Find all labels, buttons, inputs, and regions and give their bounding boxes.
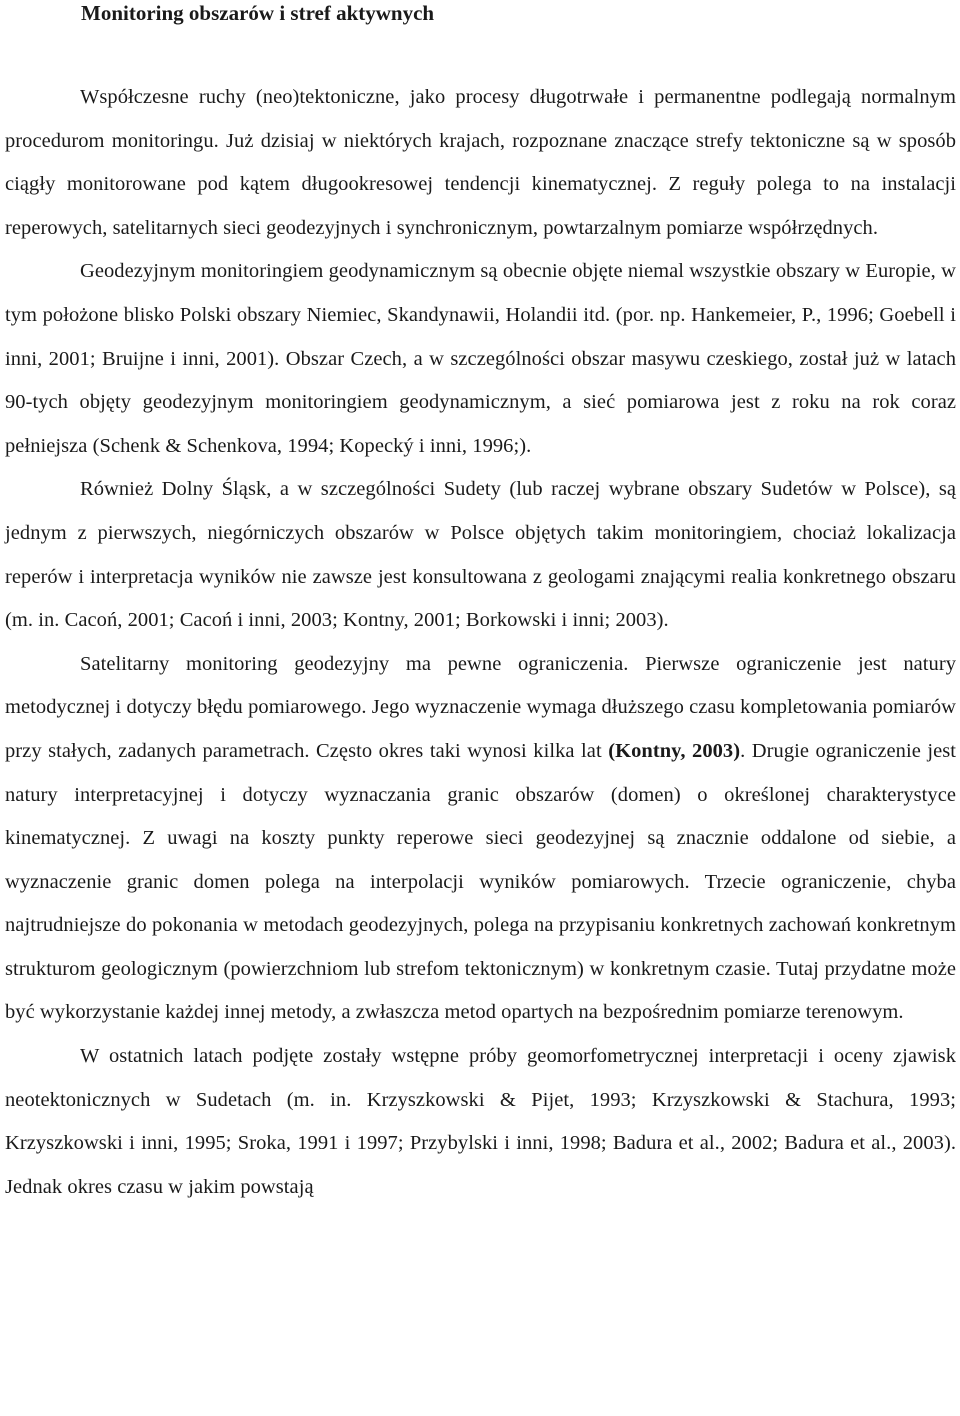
paragraph-4-bold-citation: (Kontny, 2003): [608, 739, 741, 762]
paragraph-1: Współczesne ruchy (neo)tektoniczne, jako procesy długotrwałe i permanentne podlegają normalnym procedurom monitoringu. Już dzisiaj w niektórych krajach, rozpoznane znaczące strefy tektoniczne są w sposób ciągły monitorowane pod kątem długookresowej tendencji kinematycznej. Z reguły polega to na instalacji reperowych, satelitarnych sieci geodezyjnych i synchronicznym, powtarzalnym pomiarze współrzędnych.: [5, 86, 956, 239]
section-heading: Monitoring obszarów i stref aktywnych: [81, 1, 435, 25]
heading-spacer: [5, 25, 956, 76]
paragraph-5: W ostatnich latach podjęte zostały wstępne próby geomorfometrycznej interpretacji i oceny zjawisk neotektonicznych w Sudetach (m. in. Krzyszkowski & Pijet, 1993; Krzyszkowski & Stachura, 1993; Krzyszkowski i inni, 1995; Sroka, 1991 i 1997; Przybylski i inni, 1998; Badura et al., 2002; Badura et al., 2003). Jednak okres czasu w jakim powstają: [5, 1045, 956, 1198]
document-page: [5, 0, 956, 1209]
paragraph-4-text-after: . Drugie ograniczenie jest natury interpretacyjnej i dotyczy wyznaczania granic obszarów (domen) o określonej charakterystyce kinematycznej. Z uwagi na koszty punkty reperowe sieci geodezyjnej są znacznie oddalone od siebie, a wyznaczenie granic domen polega na interpolacji wyników pomiarowych. Trzecie ograniczenie, chyba najtrudniejsze do pokonania w metodach geodezyjnych, polega na przypisaniu konkretnych zachowań konkretnym strukturom geologicznym (powierzchniom lub strefom tektonicznym) w konkretnym czasie. Tutaj przydatne może być wykorzystanie każdej innej metody, a zwłaszcza metod opartych na bezpośrednim pomiarze terenowym.: [5, 739, 957, 1024]
paragraph-3: Również Dolny Śląsk, a w szczególności Sudety (lub raczej wybrane obszary Sudetów w Polsce), są jednym z pierwszych, niegórniczych obszarów w Polsce objętych takim monitoringiem, chociaż lokalizacja reperów i interpretacja wyników nie zawsze jest konsultowana z geologami znającymi realia konkretnego obszaru (m. in. Cacoń, 2001; Cacoń i inni, 2003; Kontny, 2001; Borkowski i inni; 2003).: [5, 478, 956, 632]
paragraph-2: Geodezyjnym monitoringiem geodynamicznym są obecnie objęte niemal wszystkie obszary w Europie, w tym położone blisko Polski obszary Niemiec, Skandynawii, Holandii itd. (por. np. Hankemeier, P., 1996; Goebell i inni, 2001; Bruijne i inni, 2001). Obszar Czech, a w szczególności obszar masywu czeskiego, został już w latach 90-tych objęty geodezyjnym monitoringiem geodynamicznym, a sieć pomiarowa jest z roku na rok coraz pełniejsza (Schenk & Schenkova, 1994; Kopecký i inni, 1996;).: [5, 260, 956, 457]
paragraph-4-text-before: Satelitarny monitoring geodezyjny ma pewne ograniczenia. Pierwsze ograniczenie jest natury metodycznej i dotyczy błędu pomiarowego. Jego wyznaczenie wymaga dłuższego czasu kompletowania pomiarów przy stałych, zadanych parametrach. Często okres taki wynosi kilka lat: [5, 652, 956, 762]
paragraph-4: [5, 643, 956, 1035]
